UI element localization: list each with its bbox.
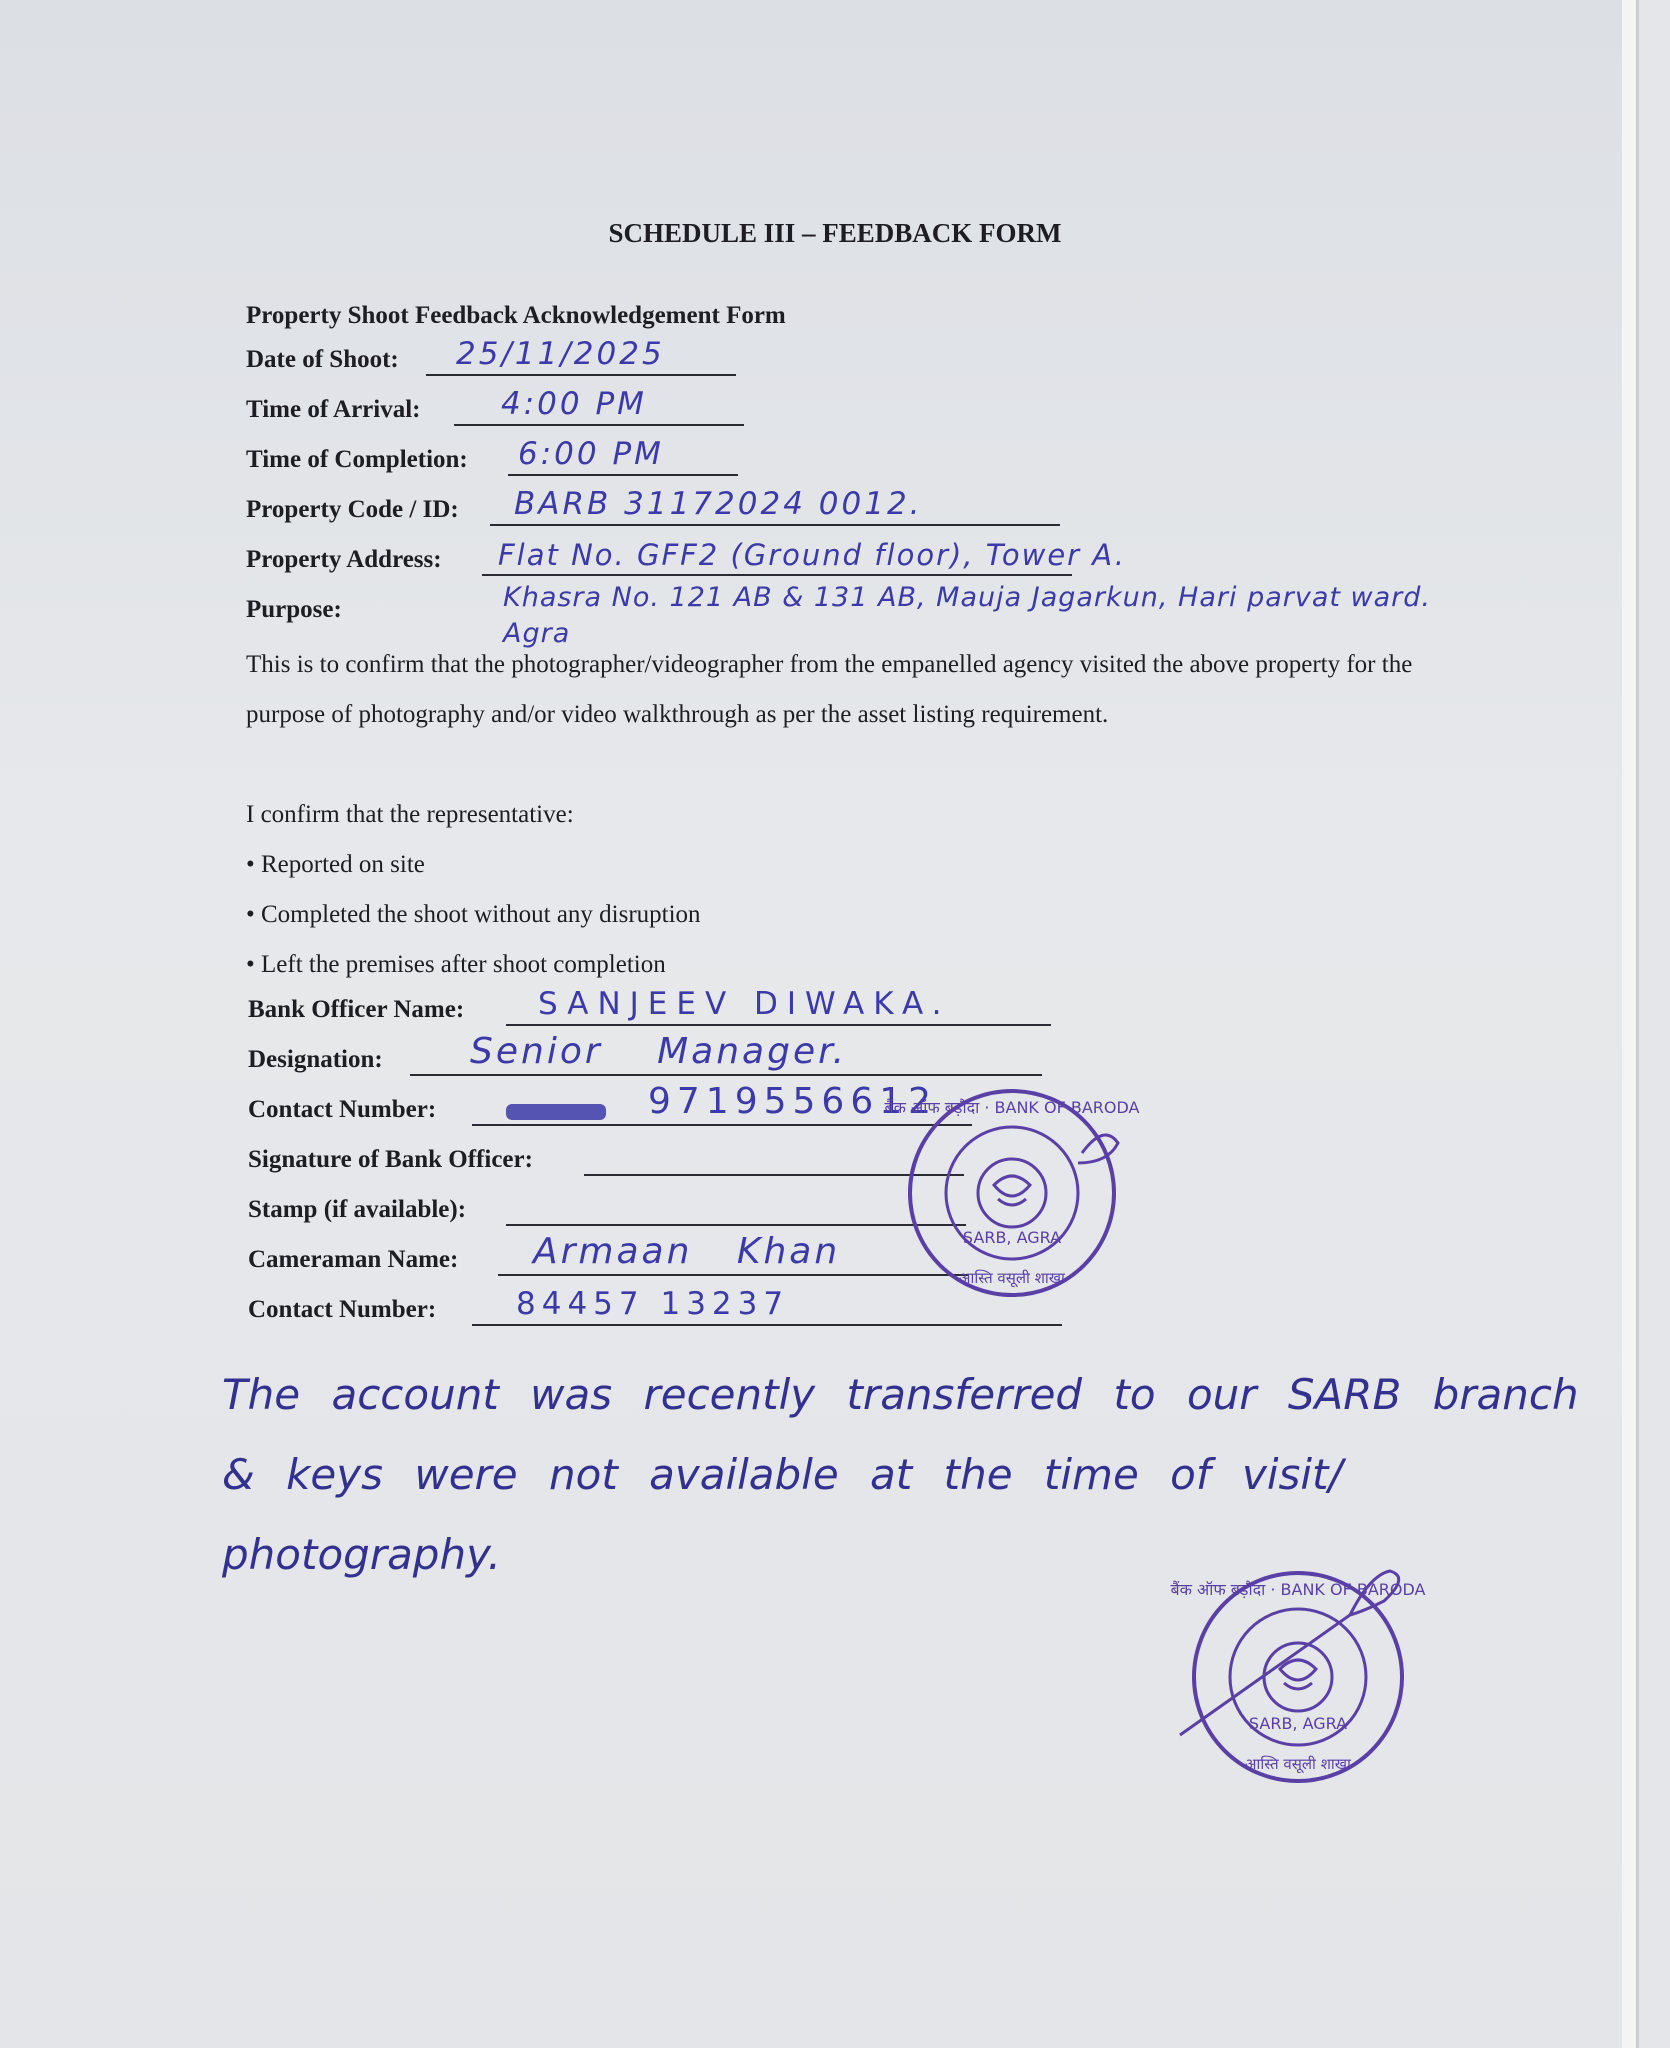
confirmation-list	[246, 790, 701, 990]
date-of-shoot-label: Date of Shoot:	[246, 346, 399, 373]
page-edge	[1622, 0, 1636, 2048]
contact-number-value: 9719556612	[648, 1081, 938, 1122]
purpose-field	[246, 590, 546, 630]
bullet-item: • Reported on site	[246, 851, 425, 878]
date-of-shoot-line	[426, 374, 736, 376]
cameraman-contact-label: Contact Number:	[248, 1296, 437, 1323]
cameraman-contact-line	[472, 1324, 1062, 1326]
property-code-field	[246, 486, 1146, 530]
stamp-inner-text: SARB, AGRA	[1248, 1714, 1348, 1733]
stamp-bottom-text: आस्ति वसूली शाखा	[1245, 1755, 1351, 1773]
stamp-seal-icon	[884, 1083, 1140, 1303]
document-title: SCHEDULE III – FEEDBACK FORM	[608, 218, 1062, 248]
time-of-arrival-label: Time of Arrival:	[246, 396, 421, 423]
designation-value: Senior Manager.	[470, 1031, 848, 1072]
cameraman-contact-value: 84457 13237	[516, 1286, 790, 1322]
time-of-arrival-line	[454, 424, 744, 426]
property-code-line	[490, 524, 1060, 526]
contact-number-label: Contact Number:	[248, 1096, 437, 1123]
cameraman-name-line	[498, 1274, 968, 1276]
property-code-label: Property Code / ID:	[246, 496, 459, 523]
property-address-value: Flat No. GFF2 (Ground floor), Tower A.	[498, 538, 1126, 572]
property-address-continuation: Khasra No. 121 AB & 131 AB, Mauja Jagarkun, Hari parvat ward. Agra	[503, 582, 1432, 649]
contact-number-line	[472, 1124, 972, 1126]
date-of-shoot-field	[246, 336, 946, 380]
bullet-item: • Left the premises after shoot completion	[246, 951, 666, 978]
date-of-shoot-value: 25/11/2025	[456, 336, 665, 372]
form-subtitle: Property Shoot Feedback Acknowledgement Form	[246, 302, 786, 329]
bank-stamp-lower	[1170, 1555, 1426, 1795]
handwritten-note: The account was recently transferred to our SARB branch & keys were not available at the time of visit/ photography.	[222, 1370, 1579, 1579]
time-of-arrival-field	[246, 386, 946, 430]
designation-line	[410, 1074, 1042, 1076]
property-address-line	[482, 574, 1072, 576]
confirmation-paragraph: This is to confirm that the photographer/videographer from the empanelled agency visited the above property for the purpose of photography and/or video walkthrough as per the asset listing requirement.	[246, 651, 1413, 728]
cameraman-name-value: Armaan Khan	[533, 1231, 841, 1272]
bank-officer-name-label: Bank Officer Name:	[248, 996, 465, 1023]
time-of-completion-field	[246, 436, 946, 480]
cameraman-name-label: Cameraman Name:	[248, 1246, 459, 1273]
confirm-intro: I confirm that the representative:	[246, 801, 574, 828]
time-of-completion-value: 6:00 PM	[518, 436, 664, 472]
property-address-label: Property Address:	[246, 546, 442, 573]
signature-label: Signature of Bank Officer:	[248, 1146, 533, 1173]
stamp-seal-icon	[1170, 1555, 1426, 1795]
bank-officer-name-field	[248, 986, 1148, 1030]
purpose-label: Purpose:	[246, 596, 342, 623]
time-of-completion-line	[508, 474, 738, 476]
stamp-line	[506, 1224, 966, 1226]
stamp-outer-text: बैंक ऑफ बड़ौदा · BANK OF BARODA	[884, 1098, 1140, 1117]
time-of-arrival-value: 4:00 PM	[501, 386, 647, 422]
stamp-outer-text: बैंक ऑफ बड़ौदा · BANK OF BARODA	[1170, 1580, 1426, 1599]
stamp-bottom-text: आस्ति वसूली शाखा	[959, 1269, 1065, 1287]
bullet-item: • Completed the shoot without any disruption	[246, 901, 701, 928]
bank-stamp-upper	[884, 1083, 1140, 1303]
strikethrough-scribble	[506, 1104, 606, 1120]
designation-label: Designation:	[248, 1046, 383, 1073]
time-of-completion-label: Time of Completion:	[246, 446, 468, 473]
property-address-field	[246, 540, 1346, 580]
bank-officer-name-value: SANJEEV DIWAKA.	[538, 986, 951, 1022]
stamp-inner-text: SARB, AGRA	[962, 1228, 1062, 1247]
bank-officer-name-line	[506, 1024, 1051, 1026]
designation-field	[248, 1031, 1148, 1080]
stamp-label: Stamp (if available):	[248, 1196, 467, 1223]
property-code-value: BARB 31172024 0012.	[514, 486, 923, 522]
